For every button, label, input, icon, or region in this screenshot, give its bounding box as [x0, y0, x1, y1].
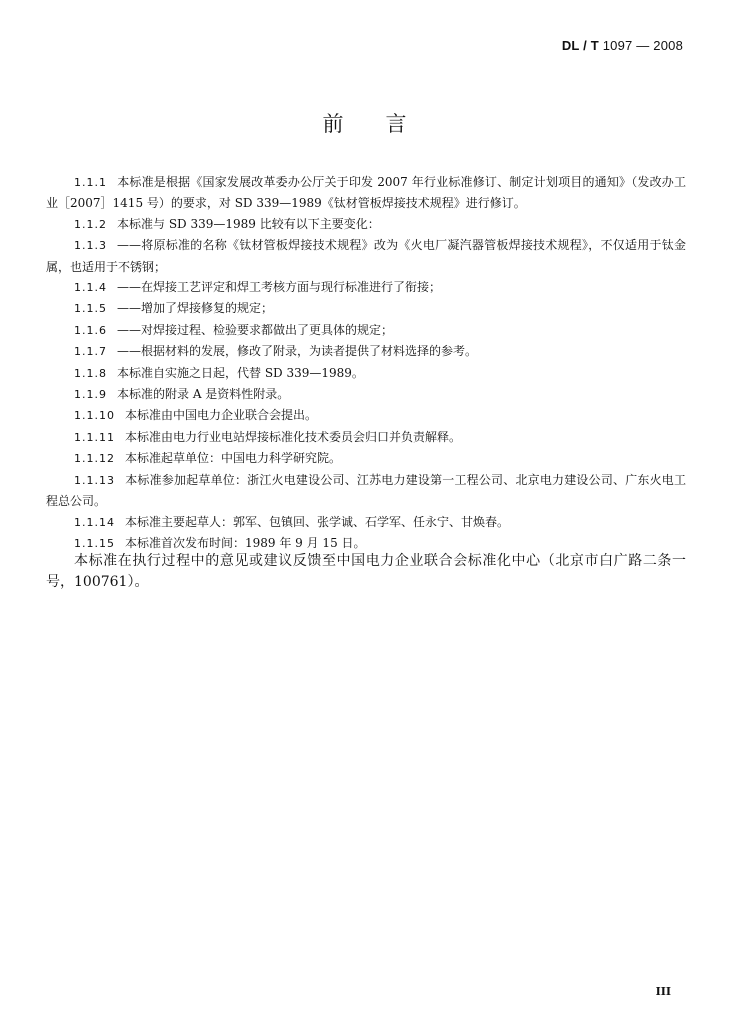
page-title: 前言: [322, 112, 449, 136]
clause-number: 1.1.1: [74, 176, 107, 189]
clause-number: 1.1.3: [74, 239, 107, 253]
clause-list: [46, 172, 686, 554]
clause-number: 1.1.13: [74, 473, 115, 487]
clause-text: ——根据材料的发展，修改了附录，为读者提供了材料选择的参考。: [117, 344, 478, 359]
clause-1-1-7: [46, 341, 686, 362]
clause-number: 1.1.14: [74, 515, 115, 529]
standard-code-number: 1097 — 2008: [598, 38, 683, 53]
clause-text: 本标准参加起草单位：浙江火电建设公司、江苏电力建设第一工程公司、北京电力建设公司、广东火电工程总公司。: [46, 472, 686, 509]
clause-1-1-11: [46, 427, 686, 448]
clause-number: 1.1.4: [74, 281, 107, 295]
clause-number: 1.1.7: [74, 345, 107, 359]
clause-text: ——将原标准的名称《钛材管板焊接技术规程》改为《火电厂凝汽器管板焊接技术规程》，不仅适用于钛金属，也适用于不锈钢；: [46, 238, 686, 274]
clause-text: ——增加了焊接修复的规定；: [117, 301, 274, 316]
clause-text: 本标准由电力行业电站焊接标准化技术委员会归口并负责解释。: [125, 429, 462, 444]
clause-1-1-4: [46, 277, 686, 298]
clause-number: 1.1.10: [74, 409, 115, 423]
clause-1-1-12: [46, 448, 686, 469]
clause-text: ——对焊接过程、检验要求都做出了更具体的规定；: [117, 322, 394, 337]
clause-1-1-10: [46, 405, 686, 426]
clause-number: 1.1.2: [74, 217, 107, 231]
clause-1-1-5: [46, 298, 686, 319]
clause-1-1-14: [46, 512, 686, 533]
clause-number: 1.1.8: [74, 366, 107, 380]
feedback-paragraph: 本标准在执行过程中的意见或建议反馈至中国电力企业联合会标准化中心（北京市白广路二条一号，100761）。: [46, 553, 686, 590]
clause-text: 本标准首次发布时间：1989 年 9 月 15 日。: [125, 535, 366, 550]
clause-1-1-3: [46, 235, 686, 277]
standard-code: [562, 38, 683, 53]
clause-1-1-13: [46, 470, 686, 512]
clause-text: 本标准自实施之日起，代替 SD 339—1989。: [117, 365, 364, 380]
clause-text: 本标准的附录 A 是资料性附录。: [117, 387, 290, 402]
clause-number: 1.1.9: [74, 388, 107, 402]
clause-text: ——在焊接工艺评定和焊工考核方面与现行标准进行了衔接；: [117, 280, 442, 295]
clause-number: 1.1.6: [74, 323, 107, 337]
clause-1-1-1: [46, 172, 686, 214]
page-number: III: [655, 985, 671, 998]
clause-1-1-8: [46, 363, 686, 384]
clause-text: 本标准由中国电力企业联合会提出。: [125, 408, 318, 423]
clause-text: 本标准是根据《国家发展改革委办公厅关于印发 2007 年行业标准修订、制定计划项目的通知》（发改办工业［2007］1415 号）的要求，对 SD 339—1989《钛材管板焊接技术规程》进行修订。: [46, 175, 686, 211]
clause-number: 1.1.12: [74, 452, 115, 466]
clause-1-1-6: [46, 320, 686, 341]
clause-text: 本标准主要起草人：郭军、包镇回、张学诚、石学军、任永宁、甘焕春。: [125, 514, 510, 529]
clause-number: 1.1.5: [74, 302, 107, 316]
clause-number: 1.1.11: [74, 430, 115, 444]
clause-1-1-2: [46, 214, 686, 235]
clause-text: 本标准与 SD 339—1989 比较有以下主要变化：: [117, 216, 380, 231]
clause-1-1-9: [46, 384, 686, 405]
standard-code-prefix: DL / T: [561, 38, 599, 53]
clause-number: 1.1.15: [74, 536, 115, 550]
clause-text: 本标准起草单位：中国电力科学研究院。: [125, 451, 342, 466]
